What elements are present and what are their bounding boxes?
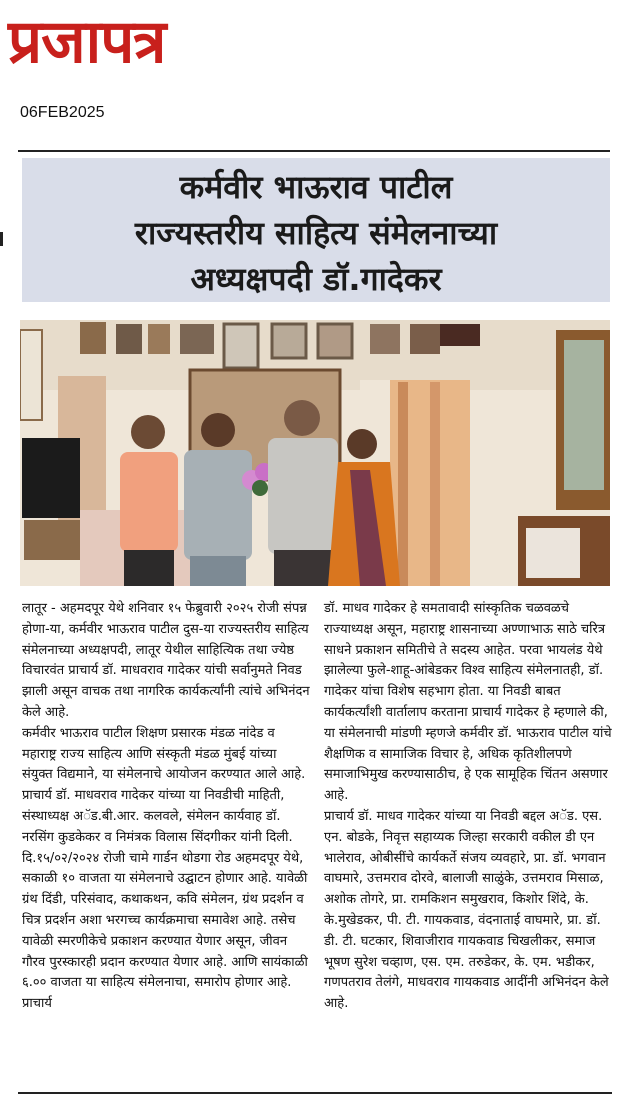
article-paragraph: लातूर - अहमदपूर येथे शनिवार १५ फेब्रुवारी २०२५ रोजी संपन्न होणा-या, कर्मवीर भाऊराव पाटील दुस-या राज्यस्तरीय साहित्य संमेलनाच्या अध्यक्षपदी, लातूर येथील साहित्यिक तथा ज्येष्ठ विचारवंत प्राचार्य डॉ. माधवराव गादेकर यांची सर्वानुमते निवड झाली असून वाचक तथा नागरिक कार्यकर्त्यांनी त्यांचे अभिनंदन केले आहे. <box>22 601 310 720</box>
article-body <box>22 599 614 1091</box>
headline <box>22 158 610 302</box>
headline-box <box>22 158 610 302</box>
edition-date: 06FEB2025 <box>20 104 105 121</box>
photo-illustration <box>20 320 610 586</box>
article-paragraph: प्राचार्य डॉ. माधव गादेकर यांच्या या निवडी बद्दल अॅड. एस. एन. बोडके, निवृत्त सहाय्यक जिल्हा सरकारी वकील डी एन भालेराव, ओबीसींचे कार्यकर्ते संजय व्यवहारे, प्रा. डॉ. भगवान वाघमारे, उत्तमराव दोरवे, बालाजी साळुंके, उत्तमराव मिसाळ, अशोक तोगरे, प्रा. रामकिशन समुखराव, किशोर शिंदे, के. के.मुखेडकर, पी. टी. गायकवाड, वंदनाताई वाघमारे, प्रा. डॉ. डी. टी. घटकार, शिवाजीराव गायकवाड चिखलीकर, समाज भूषण सुरेश चव्हाण, एस. एम. तरुडेकर, के. एम. भडीकर, गणपतराव तेलंगे, माधवराव गायकवाड आदींनी अभिनंदन केले आहे. <box>324 808 609 1012</box>
newspaper-logo <box>6 6 306 86</box>
felicitation-photo <box>20 320 610 586</box>
masthead-title: प्रजापत्र <box>8 7 166 77</box>
article-column-right <box>324 599 612 1015</box>
article-paragraph: कर्मवीर भाऊराव पाटील शिक्षण प्रसारक मंडळ नांदेड व महाराष्ट्र राज्य साहित्य आणि संस्कृती मंडळ मुंबई यांच्या संयुक्त विद्यमाने, या संमेलनाचे आयोजन करण्यात आले आहे. प्राचार्य डॉ. माधवराव गादेकर यांच्या या निवडीची माहिती, संस्थाध्यक्ष अॅड.बी.आर. कलवले, संमेलन कार्यवाह डॉ. नरसिंग कुडकेकर व निमंत्रक विलास सिंदगीकर यांनी दिली. दि.१५/०२/२०२४ रोजी चामे गार्डन थोडगा रोड अहमदपूर येथे, सकाळी १० वाजता या संमेलनाचे उद्घाटन होणार आहे. यावेळी ग्रंथ दिंडी, परिसंवाद, कथाकथन, कवि संमेलन, ग्रंथ प्रदर्शन व चित्र प्रदर्शन अशा भरगच्च कार्यक्रमाचा समावेश आहे. तसेच यावेळी स्मरणीकेचे प्रकाशन करण्यात येणार असून, जीवन गौरव पुरस्कारही प्रदान करण्यात येणार आहे. आणि सायंकाळी ६.०० वाजता या साहित्य संमेलनाचा, समारोप होणार आहे. प्राचार्य <box>22 725 308 1012</box>
headline-line-1: कर्मवीर भाऊराव पाटील <box>179 168 453 206</box>
article-paragraph: डॉ. माधव गादेकर हे समतावादी सांस्कृतिक चळवळचे राज्याध्यक्ष असून, महाराष्ट्र शासनाच्या अण्णाभाऊ साठे चरित्र साधने प्रकाशन समितीचे ते सदस्य आहेत. परवा भायलंड येथे झालेल्या फुले-शाहू-आंबेडकर विश्व साहित्य संमेलनातही, डॉ. गादेकर यांचा विशेष सहभाग होता. या निवडी बाबत कार्यकर्त्यांशी वार्तालाप करताना प्राचार्य गादेकर हे म्हणाले की, या संमेलनाची मांडणी म्हणजे कर्मवीर डॉ. भाऊराव पाटील यांचे शैक्षणिक व सामाजिक विचार हे, अधिक कृतिशीलपणे समाजाभिमुख करण्यासाठीच, हे एक सामूहिक चिंतन असणार आहे. <box>324 601 612 804</box>
bottom-divider <box>18 1092 612 1094</box>
article-column-left <box>22 599 310 1015</box>
headline-line-3: अध्यक्षपदी डॉ.गादेकर <box>190 260 442 298</box>
edge-mark <box>0 232 3 246</box>
top-divider <box>18 150 610 152</box>
headline-line-2: राज्यस्तरीय साहित्य संमेलनाच्या <box>134 214 498 252</box>
